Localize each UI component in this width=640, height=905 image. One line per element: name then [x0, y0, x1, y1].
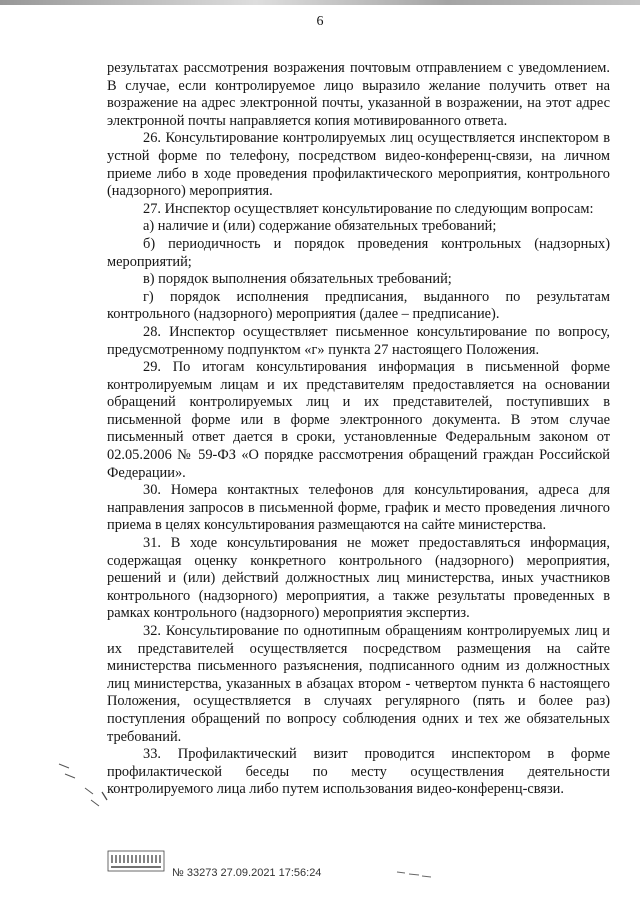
- paragraph-27: 27. Инспектор осуществляет консультирование по следующим вопросам:: [143, 200, 594, 217]
- paragraph-26: 26. Консультирование контролируемых лиц осуществляется инспектором в устной форме по телефону, посредством видео-конференц-связи, на личном приеме либо в ходе проведения профилактического мероприятия, контрольного (надзорного) мероприятия.: [107, 130, 610, 200]
- paragraph-29: 29. По итогам консультирования информация в письменной форме контролируемым лицам и их представителям предоставляется на основании обращений контролируемых лиц и их представителей, поступивших в письменной форме или в форме электронного документа. В этом случае письменный ответ дается в сроки, установленные Федеральным законом от 02.05.2006 № 59-ФЗ «О порядке рассмотрения обращений граждан Российской Федерации».: [107, 359, 610, 481]
- paragraph-33: 33. Профилактический визит проводится инспектором в форме профилактической беседы по месту осуществления деятельности контролируемого лица либо путем использования видео-конференц-связи.: [107, 746, 610, 798]
- scan-mark-icon: [395, 868, 435, 880]
- paragraph-27-g: г) порядок исполнения предписания, выданного по результатам контрольного (надзорного) мероприятия (далее – предписание).: [107, 288, 610, 323]
- page-number: 6: [316, 14, 324, 29]
- paragraph-32: 32. Консультирование по однотипным обращениям контролируемых лиц и их представителей осуществляется посредством размещения на сайте министерства письменного разъяснения, подписанного одним из должностных лиц министерства, указанных в абзацах втором - четвертом пункта 6 настоящего Положения, осуществляется в случаях регулярного (пять и более раз) поступления обращений по вопросу соблюдения одних и тех же обязательных требований.: [107, 623, 610, 745]
- scan-edge-line: [0, 0, 640, 5]
- paragraph-27-b: б) периодичность и порядок проведения контрольных (надзорных) мероприятий;: [107, 235, 610, 270]
- paragraph-30: 30. Номера контактных телефонов для консультирования, адреса для направления запросов в письменной форме, график и место проведения личного приема в целях консультирования размещаются на сайте министерства.: [107, 482, 610, 534]
- margin-mark-icon: [55, 760, 105, 820]
- registration-number: № 33273 27.09.2021 17:56:24: [172, 867, 322, 879]
- document-body: [107, 60, 610, 799]
- paragraph-27-v: в) порядок выполнения обязательных требований;: [143, 271, 452, 288]
- paragraph-27-a: а) наличие и (или) содержание обязательных требований;: [143, 218, 497, 235]
- paragraph-31: 31. В ходе консультирования не может предоставляться информация, содержащая оценку конкретного контрольного (надзорного) мероприятия, решений и (или) действий должностных лиц министерства, иных участников контрольного (надзорного) мероприятия, а также результаты проведенных в рамках контрольного (надзорного) мероприятия экспертиз.: [107, 535, 610, 622]
- paragraph-continuation: результатах рассмотрения возражения почтовым отправлением с уведомлением. В случае, если контролируемое лицо выразило желание получить ответ на возражение на адрес электронной почты, указанной в возражении, на этот адрес электронной почты направляется копия мотивированного ответа.: [107, 60, 610, 129]
- margin-tick-icon: [100, 790, 110, 804]
- paragraph-28: 28. Инспектор осуществляет письменное консультирование по вопросу, предусмотренному подпунктом «г» пункта 27 настоящего Положения.: [107, 323, 610, 358]
- registration-stamp-icon: [107, 850, 165, 872]
